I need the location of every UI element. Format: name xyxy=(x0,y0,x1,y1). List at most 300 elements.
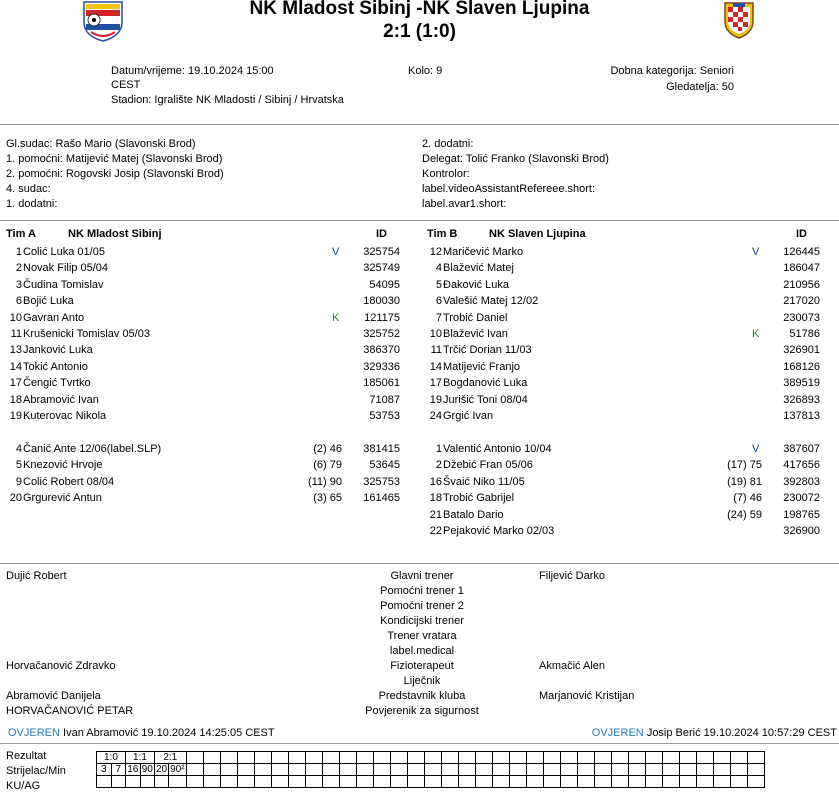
player-number: 3 xyxy=(15,278,22,291)
score-cell xyxy=(155,776,169,788)
team-b-id-header: ID xyxy=(796,228,807,240)
player-id: 137813 xyxy=(783,410,820,422)
score-cell xyxy=(237,776,254,788)
score-cell xyxy=(424,776,441,788)
player-number: 18 xyxy=(9,393,22,406)
player-name: Maričević Marko xyxy=(443,246,524,258)
player-number: 21 xyxy=(429,508,442,521)
scorer-row xyxy=(97,764,765,776)
score-cell xyxy=(424,764,441,776)
score-cell xyxy=(475,764,492,776)
scoreboard-table xyxy=(96,751,765,788)
player-row xyxy=(420,342,830,358)
player-number: 14 xyxy=(9,360,22,373)
team-a-id-header: ID xyxy=(376,228,387,240)
divider xyxy=(0,563,839,564)
player-number: 9 xyxy=(15,475,22,488)
player-role-mark: V xyxy=(752,443,760,455)
divider xyxy=(0,743,839,744)
score-cell: 1:0 xyxy=(97,752,126,764)
player-number: 12 xyxy=(429,246,442,258)
score-cell xyxy=(526,752,543,764)
score-cell xyxy=(305,776,322,788)
score-cell xyxy=(594,752,611,764)
player-name: Blažević Matej xyxy=(443,262,514,275)
official-line: 1. dodatni: xyxy=(6,198,58,210)
official-line: 2. dodatni: xyxy=(422,138,474,150)
score-cell xyxy=(577,752,594,764)
score-cell xyxy=(339,752,356,764)
player-number: 11 xyxy=(430,344,442,357)
player-name: Colić Luka 01/05 xyxy=(23,246,105,258)
player-row xyxy=(420,474,830,490)
player-row xyxy=(0,408,410,424)
player-row xyxy=(0,277,410,293)
player-row xyxy=(420,523,830,539)
score-cell xyxy=(186,776,203,788)
player-id: 325752 xyxy=(363,328,400,340)
score-cell xyxy=(730,776,747,788)
player-name: Trobić Daniel xyxy=(443,311,508,324)
player-name: Jurišić Toni 08/04 xyxy=(443,393,528,406)
score-cell: 16 xyxy=(127,764,139,775)
player-id: 381415 xyxy=(363,443,400,455)
player-id: 329336 xyxy=(363,360,400,373)
player-number: 10 xyxy=(429,328,442,340)
player-id: 325753 xyxy=(363,475,400,488)
player-row xyxy=(420,375,830,391)
score-cell xyxy=(305,752,322,764)
player-number: 2 xyxy=(15,262,22,275)
score-cell: 7 xyxy=(111,764,126,776)
score-cell xyxy=(111,776,126,788)
score-cell xyxy=(696,764,713,776)
player-row xyxy=(420,310,830,326)
player-id: 51786 xyxy=(789,328,820,340)
player-row xyxy=(420,260,830,276)
player-name: Švaić Niko 11/05 xyxy=(443,475,525,488)
player-id: 389519 xyxy=(783,377,820,390)
score-cell xyxy=(611,764,628,776)
player-row xyxy=(420,408,830,424)
score-cell xyxy=(628,752,645,764)
player-number: 16 xyxy=(429,475,442,488)
score-cell xyxy=(441,776,458,788)
team-b-physio: Akmačić Alen xyxy=(539,660,606,672)
player-row xyxy=(420,277,830,293)
official-line: Delegat: Tolić Franko (Slavonski Brod) xyxy=(422,153,609,165)
player-number: 5 xyxy=(435,278,442,291)
player-name: Pejaković Marko 02/03 xyxy=(443,525,555,537)
player-name: Grgić Ivan xyxy=(443,410,494,422)
player-id: 392803 xyxy=(783,475,820,488)
team-b-head-coach: Filjević Darko xyxy=(539,570,606,582)
player-substitution: (24) 59 xyxy=(727,508,762,521)
score-cell xyxy=(254,752,271,764)
staff-role: Kondicijski trener xyxy=(380,615,464,627)
team-b-name: NK Slaven Ljupina xyxy=(489,228,586,240)
player-name: Colić Robert 08/04 xyxy=(23,475,115,488)
score-cell xyxy=(560,776,577,788)
score-cell xyxy=(271,752,288,764)
scoreboard-label-scorer: Strijelac/Min xyxy=(6,765,66,777)
score-cell xyxy=(339,776,356,788)
score-cell xyxy=(390,764,407,776)
divider xyxy=(0,124,839,125)
score-cell xyxy=(526,776,543,788)
player-number: 1 xyxy=(15,246,22,258)
score-cell xyxy=(407,752,424,764)
match-title: NK Mladost Sibinj -NK Slaven Ljupina xyxy=(249,0,590,19)
player-number: 19 xyxy=(429,393,442,406)
player-id: 386370 xyxy=(363,344,400,357)
score-cell xyxy=(220,764,237,776)
team-a-label: Tim A xyxy=(6,228,36,240)
player-id: 210956 xyxy=(783,278,820,291)
score-cell xyxy=(679,764,696,776)
score-cell xyxy=(696,776,713,788)
verified-label: OVJEREN xyxy=(8,727,60,739)
score-cell xyxy=(356,752,373,764)
score-cell xyxy=(662,776,679,788)
verified-by: Ivan Abramović 19.10.2024 14:25:05 CEST xyxy=(63,727,275,739)
player-row xyxy=(0,457,410,473)
score-cell xyxy=(169,776,186,788)
player-number: 6 xyxy=(435,295,442,308)
player-substitution: (7) 46 xyxy=(733,492,762,505)
result-row xyxy=(97,752,765,764)
score-cell xyxy=(373,776,390,788)
score-cell xyxy=(458,764,475,776)
player-substitution: (19) 81 xyxy=(727,475,762,488)
score-cell xyxy=(441,752,458,764)
staff-role: Predstavnik kluba xyxy=(378,690,466,702)
player-id: 185061 xyxy=(363,377,400,390)
player-id: 417656 xyxy=(783,459,820,472)
score-cell xyxy=(492,752,509,764)
age-category: Dobna kategorija: Seniori xyxy=(610,65,734,77)
score-cell xyxy=(305,764,322,776)
score-cell xyxy=(220,776,237,788)
score-cell xyxy=(645,776,662,788)
player-id: 326893 xyxy=(783,393,820,406)
score-cell xyxy=(288,764,305,776)
score-cell xyxy=(407,776,424,788)
score-cell xyxy=(220,752,237,764)
player-row xyxy=(0,293,410,309)
player-name: Janković Luka xyxy=(23,344,93,357)
verification-right xyxy=(592,727,837,739)
score-cell xyxy=(407,764,424,776)
player-id: 161465 xyxy=(363,492,400,505)
verified-label: OVJEREN xyxy=(591,727,644,739)
score-cell xyxy=(390,776,407,788)
player-id: 198765 xyxy=(783,508,820,521)
player-substitution: (3) 65 xyxy=(313,492,342,505)
player-number: 11 xyxy=(10,328,22,340)
player-row xyxy=(0,310,410,326)
score-cell xyxy=(203,776,220,788)
official-line: 2. pomoćni: Rogovski Josip (Slavonski Brod) xyxy=(6,168,224,180)
player-row xyxy=(420,244,830,260)
score-cell xyxy=(560,752,577,764)
player-row xyxy=(0,441,410,457)
player-number: 13 xyxy=(9,344,22,357)
score-cell xyxy=(322,752,339,764)
staff-role: Pomoćni trener 1 xyxy=(380,585,464,597)
player-id: 53645 xyxy=(369,459,400,472)
player-number: 24 xyxy=(429,410,442,422)
spectators: Gledatelja: 50 xyxy=(666,81,734,93)
score-cell xyxy=(237,752,254,764)
player-row xyxy=(420,490,830,506)
player-number: 6 xyxy=(15,295,22,308)
player-id: 325749 xyxy=(363,262,400,275)
score-cell xyxy=(560,764,577,776)
official-line: Kontrolor: xyxy=(422,168,470,180)
match-timezone: CEST xyxy=(111,79,141,91)
player-name: Čudina Tomislav xyxy=(23,278,104,291)
scoreboard-label-result: Rezultat xyxy=(6,750,47,762)
player-row xyxy=(420,457,830,473)
player-row xyxy=(0,392,410,408)
score-cell xyxy=(271,764,288,776)
score-cell xyxy=(492,764,509,776)
player-name: Grgurević Antun xyxy=(23,492,102,505)
player-name: Tokić Antonio xyxy=(23,360,88,373)
player-number: 2 xyxy=(435,459,442,472)
player-name: Bogdanović Luka xyxy=(443,377,528,390)
player-row xyxy=(0,490,410,506)
score-cell: 1:1 xyxy=(126,752,155,764)
score-cell xyxy=(509,776,526,788)
player-id: 126445 xyxy=(783,246,820,258)
score-cell xyxy=(203,764,220,776)
score-cell xyxy=(509,752,526,764)
score-cell xyxy=(747,776,764,788)
player-name: Abramović Ivan xyxy=(23,393,99,406)
score-cell xyxy=(339,764,356,776)
staff-role: Fizioterapeut xyxy=(390,660,454,672)
team-a-security: HORVAČANOVIĆ PETAR xyxy=(6,705,134,717)
official-line: 4. sudac: xyxy=(6,183,51,195)
verified-by: Josip Berić 19.10.2024 10:57:29 CEST xyxy=(646,727,837,739)
score-cell xyxy=(594,764,611,776)
team-a-club-rep: Abramović Danijela xyxy=(6,690,101,702)
score-cell xyxy=(662,752,679,764)
player-id: 121175 xyxy=(364,311,400,324)
player-row xyxy=(0,244,410,260)
player-number: 17 xyxy=(9,377,22,390)
staff-role: Povjerenik za sigurnost xyxy=(365,705,479,717)
team-a-physio: Horvačanović Zdravko xyxy=(6,660,116,672)
score-cell xyxy=(577,776,594,788)
player-id: 186047 xyxy=(783,262,820,275)
player-number: 4 xyxy=(15,443,22,455)
team-a-head-coach: Dujić Robert xyxy=(6,570,67,582)
score-cell xyxy=(713,776,730,788)
score-cell xyxy=(97,776,112,788)
player-row xyxy=(0,359,410,375)
player-row xyxy=(0,326,410,342)
player-row xyxy=(420,441,830,457)
player-id: 168126 xyxy=(783,360,820,373)
player-name: Blažević Ivan xyxy=(443,328,508,340)
score-cell xyxy=(254,764,271,776)
score-cell xyxy=(492,776,509,788)
player-number: 7 xyxy=(435,311,442,324)
score-cell xyxy=(390,752,407,764)
score-cell xyxy=(645,752,662,764)
cards-row xyxy=(97,776,765,788)
score-cell xyxy=(458,752,475,764)
score-cell xyxy=(356,764,373,776)
player-number: 18 xyxy=(429,492,442,505)
player-id: 230073 xyxy=(783,311,820,324)
score-cell xyxy=(645,764,662,776)
player-number: 20 xyxy=(9,492,22,505)
score-cell xyxy=(458,776,475,788)
score-cell xyxy=(373,764,390,776)
player-row xyxy=(0,474,410,490)
score-cell xyxy=(203,752,220,764)
player-name: Krušenicki Tomislav 05/03 xyxy=(23,328,150,340)
match-round: Kolo: 9 xyxy=(408,65,443,77)
player-name: Novak Filip 05/04 xyxy=(23,262,108,275)
score-cell xyxy=(288,776,305,788)
player-row xyxy=(420,359,830,375)
score-cell xyxy=(186,764,203,776)
player-role-mark: V xyxy=(752,246,760,258)
player-name: Džebić Fran 05/06 xyxy=(443,459,533,472)
player-id: 180030 xyxy=(363,295,400,308)
player-number: 5 xyxy=(15,459,22,472)
staff-role: Liječnik xyxy=(403,675,441,687)
score-cell: 2:1 xyxy=(155,752,187,764)
player-id: 326900 xyxy=(783,525,820,537)
player-row xyxy=(420,507,830,523)
team-a-name: NK Mladost Sibinj xyxy=(68,228,162,240)
player-name: Gavran Anto xyxy=(23,311,85,324)
score-cell xyxy=(254,776,271,788)
scoreboard-label-cards: KU/AG xyxy=(6,780,41,792)
score-cell xyxy=(373,752,390,764)
player-name: Trčić Dorian 11/03 xyxy=(443,344,532,357)
player-row xyxy=(0,375,410,391)
player-name: Valešić Matej 12/02 xyxy=(443,295,539,308)
score-cell xyxy=(186,752,203,764)
player-name: Matijević Franjo xyxy=(443,360,521,373)
score-cell xyxy=(475,776,492,788)
player-name: Bojić Luka xyxy=(23,295,74,308)
score-cell xyxy=(713,764,730,776)
player-number: 19 xyxy=(9,410,22,422)
score-cell xyxy=(424,752,441,764)
player-number: 4 xyxy=(435,262,442,275)
score-cell xyxy=(140,776,155,788)
player-name: Čanić Ante 12/06(label.SLP) xyxy=(23,443,162,455)
score-cell xyxy=(543,776,560,788)
score-cell xyxy=(679,776,696,788)
official-line: label.videoAssistantRefereee.short: xyxy=(422,183,596,195)
player-number: 14 xyxy=(429,360,442,373)
player-name: Knezović Hrvoje xyxy=(23,459,103,472)
player-number: 22 xyxy=(429,525,442,537)
official-line: label.avar1.short: xyxy=(422,198,507,210)
player-id: 326901 xyxy=(783,344,820,357)
player-substitution: (6) 79 xyxy=(313,459,342,472)
score-cell xyxy=(356,776,373,788)
match-date: Datum/vrijeme: 19.10.2024 15:00 xyxy=(111,65,274,77)
player-id: 54095 xyxy=(369,278,400,291)
player-substitution: (11) 90 xyxy=(307,475,342,488)
player-number: 10 xyxy=(9,311,22,324)
player-id: 230072 xyxy=(783,492,820,505)
score-cell xyxy=(322,776,339,788)
score-cell: 90² xyxy=(170,764,185,775)
player-name: Kuterovac Nikola xyxy=(23,410,107,422)
score-cell xyxy=(611,752,628,764)
player-name: Valentić Antonio 10/04 xyxy=(443,443,552,455)
player-role-mark: V xyxy=(332,246,340,258)
player-number: 17 xyxy=(429,377,442,390)
match-score: 2:1 (1:0) xyxy=(383,21,456,42)
score-cell xyxy=(288,752,305,764)
player-row xyxy=(420,392,830,408)
staff-role: Trener vratara xyxy=(387,630,457,642)
score-cell xyxy=(628,776,645,788)
score-cell xyxy=(662,764,679,776)
official-line: Gl.sudac: Rašo Mario (Slavonski Brod) xyxy=(6,138,196,150)
player-row xyxy=(0,342,410,358)
score-cell xyxy=(322,764,339,776)
score-cell xyxy=(747,752,764,764)
player-row xyxy=(0,260,410,276)
score-cell: 20 xyxy=(156,764,168,775)
player-id: 387607 xyxy=(783,443,820,455)
score-cell xyxy=(730,764,747,776)
score-cell xyxy=(526,764,543,776)
player-row xyxy=(420,326,830,342)
player-role-mark: K xyxy=(332,311,340,324)
player-name: Čengić Tvrtko xyxy=(23,377,91,390)
score-cell xyxy=(441,764,458,776)
score-cell xyxy=(237,764,254,776)
staff-role: Pomoćni trener 2 xyxy=(380,600,464,612)
player-substitution: (2) 46 xyxy=(313,443,342,455)
divider xyxy=(0,220,839,221)
staff-role: Glavni trener xyxy=(390,570,454,582)
player-substitution: (17) 75 xyxy=(727,459,762,472)
score-cell: 90 xyxy=(141,764,153,775)
score-cell xyxy=(577,764,594,776)
team-b-label: Tim B xyxy=(427,228,458,240)
player-row xyxy=(420,293,830,309)
score-cell xyxy=(730,752,747,764)
score-cell xyxy=(594,776,611,788)
score-cell xyxy=(475,752,492,764)
official-line: 1. pomoćni: Matijević Matej (Slavonski Brod) xyxy=(6,153,223,165)
player-name: Đaković Luka xyxy=(443,278,510,291)
score-cell xyxy=(628,764,645,776)
player-id: 71087 xyxy=(369,393,400,406)
score-cell xyxy=(679,752,696,764)
player-number: 1 xyxy=(435,443,442,455)
score-cell xyxy=(543,764,560,776)
player-role-mark: K xyxy=(752,328,760,340)
player-name: Trobić Gabrijel xyxy=(443,492,515,505)
staff-role: label.medical xyxy=(389,645,455,657)
